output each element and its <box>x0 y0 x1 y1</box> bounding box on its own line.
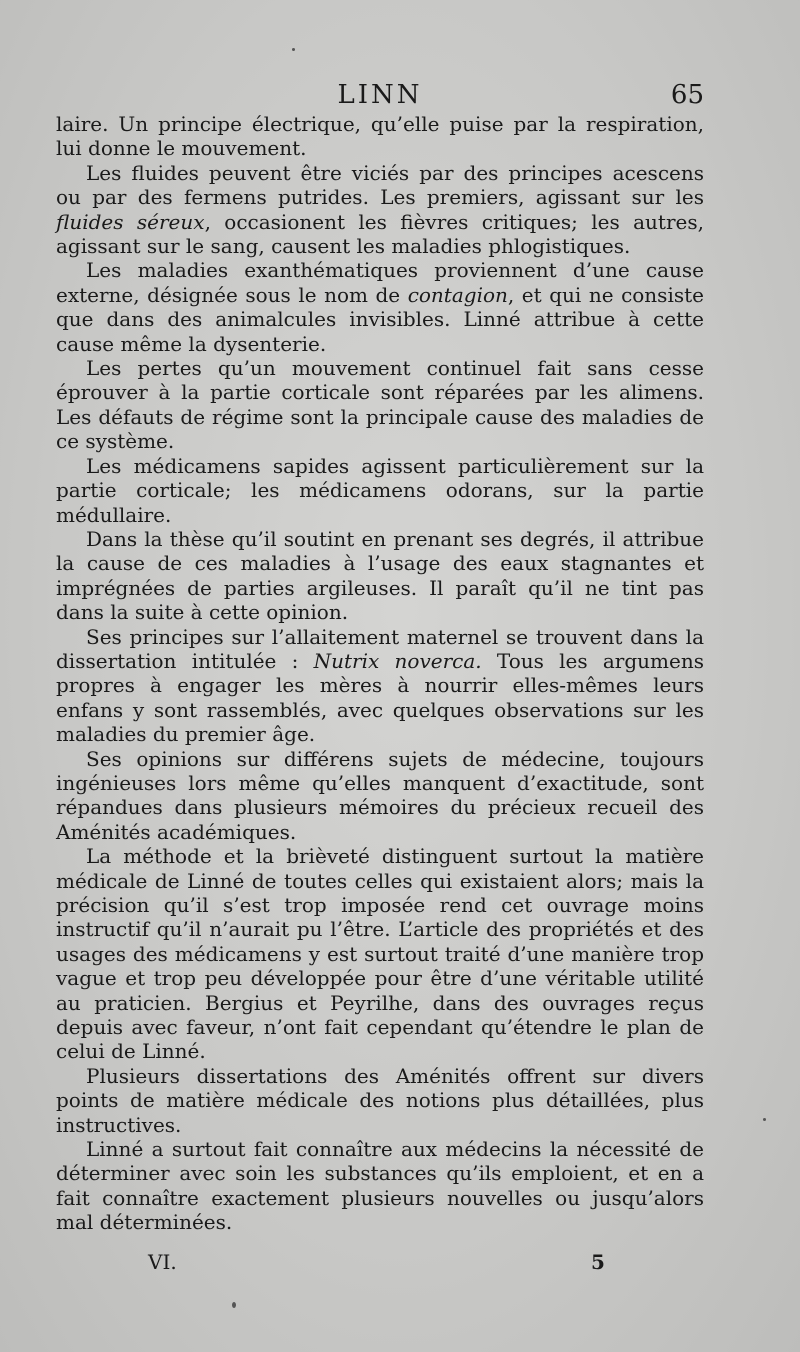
paragraph-text: Ses principes sur l’allaitement maternel se trouvent dans la dissertation intitulée : <box>56 624 704 673</box>
paper-speck <box>763 1118 766 1121</box>
paragraph-text: Ses opinions sur différens sujets de médecine, toujours ingénieuses lors même qu’elles manquent d’exactitude, sont répandues dans plusieurs mémoires du précieux recueil des Aménités académiques. <box>56 746 704 844</box>
paragraph-text: La méthode et la brièveté distinguent surtout la matière médicale de Linné de toutes celles qui existaient alors; mais la précision qu’il s’est trop imposée rend cet ouvrage moins instructif qu’il n’aurait pu l’être. L’article des propriétés et des usages des médicamens y est surtout traité d’une manière trop vague et trop peu développée pour être d’une véritable utilité au praticien. Bergius et Peyrilhe, dans des ouvrages reçus depuis avec faveur, n’ont fait cependant qu’étendre le plan de celui de Linné. <box>56 844 704 1064</box>
paragraph <box>56 747 704 845</box>
paragraph <box>56 1137 704 1235</box>
italic-term: Nutrix noverca. <box>313 648 482 673</box>
paragraph-text: Les fluides peuvent être viciés par des principes acescens ou par des fermens putrides. Les premiers, agissant sur les <box>56 160 704 210</box>
page-number: 65 <box>670 80 704 110</box>
paragraph-text: Dans la thèse qu’il soutint en prenant ses degrés, il attribue la cause de ces maladies à l’usage des eaux stagnantes et imprégnées de parties argileuses. Il paraît qu’il ne tint pas dans la suite à cette opinion. <box>56 526 704 625</box>
paragraph-text: Les pertes qu’un mouvement continuel fait sans cesse éprouver à la partie corticale sont réparées par les alimens. Les défauts de régime sont la principale cause des maladies de ce système. <box>56 356 704 454</box>
paragraph <box>56 844 704 1064</box>
italic-term: contagion <box>407 282 508 307</box>
paragraph <box>56 258 704 356</box>
page-body-text <box>56 112 704 1235</box>
paragraph <box>56 527 704 625</box>
paper-speck <box>292 48 295 51</box>
italic-term: fluides séreux <box>56 209 205 234</box>
paragraph-text: Plusieurs dissertations des Aménités offrent sur divers points de matière médicale des notions plus détaillées, plus instructives. <box>56 1063 704 1137</box>
paragraph <box>56 356 704 454</box>
page-footer <box>56 1250 704 1280</box>
paragraph-text: Les maladies exanthématiques proviennent d’une cause externe, désignée sous le nom de <box>56 258 704 307</box>
paragraph-text: , et qui ne consiste que dans des animalcules invisibles. Linné attribue à cette cause même la dysenterie. <box>56 282 704 356</box>
continued-paragraph <box>56 112 704 161</box>
paragraph <box>56 454 704 527</box>
paragraph-text: Tous les argumens propres à engager les mères à nourrir elles-mêmes leurs enfans y sont rassemblés, avec quelques observations sur les maladies du premier âge. <box>56 648 704 747</box>
paragraph-text: Linné a surtout fait connaître aux médecins la nécessité de déterminer avec soin les substances qu’ils emploient, et en a fait connaître exactement plusieurs nouvelles ou jusqu’alors mal déterminées. <box>56 1137 704 1235</box>
gathering-mark: 5 <box>591 1250 605 1274</box>
paragraph <box>56 161 704 259</box>
signature-mark: VI. <box>148 1250 177 1274</box>
running-header <box>56 80 704 114</box>
paragraph <box>56 625 704 747</box>
running-title: LINN <box>337 80 423 110</box>
paragraph <box>56 1064 704 1137</box>
paragraph-text: laire. Un principe électrique, qu’elle puise par la respiration, lui donne le mouvement. <box>56 112 704 161</box>
paper-speck <box>232 1302 236 1308</box>
paragraph-text: , occasionent les fièvres critiques; les autres, agissant sur le sang, causent les maladies phlogistiques. <box>56 209 704 259</box>
paragraph-text: Les médicamens sapides agissent particulièrement sur la partie corticale; les médicamens odorans, sur la partie médullaire. <box>56 453 704 527</box>
